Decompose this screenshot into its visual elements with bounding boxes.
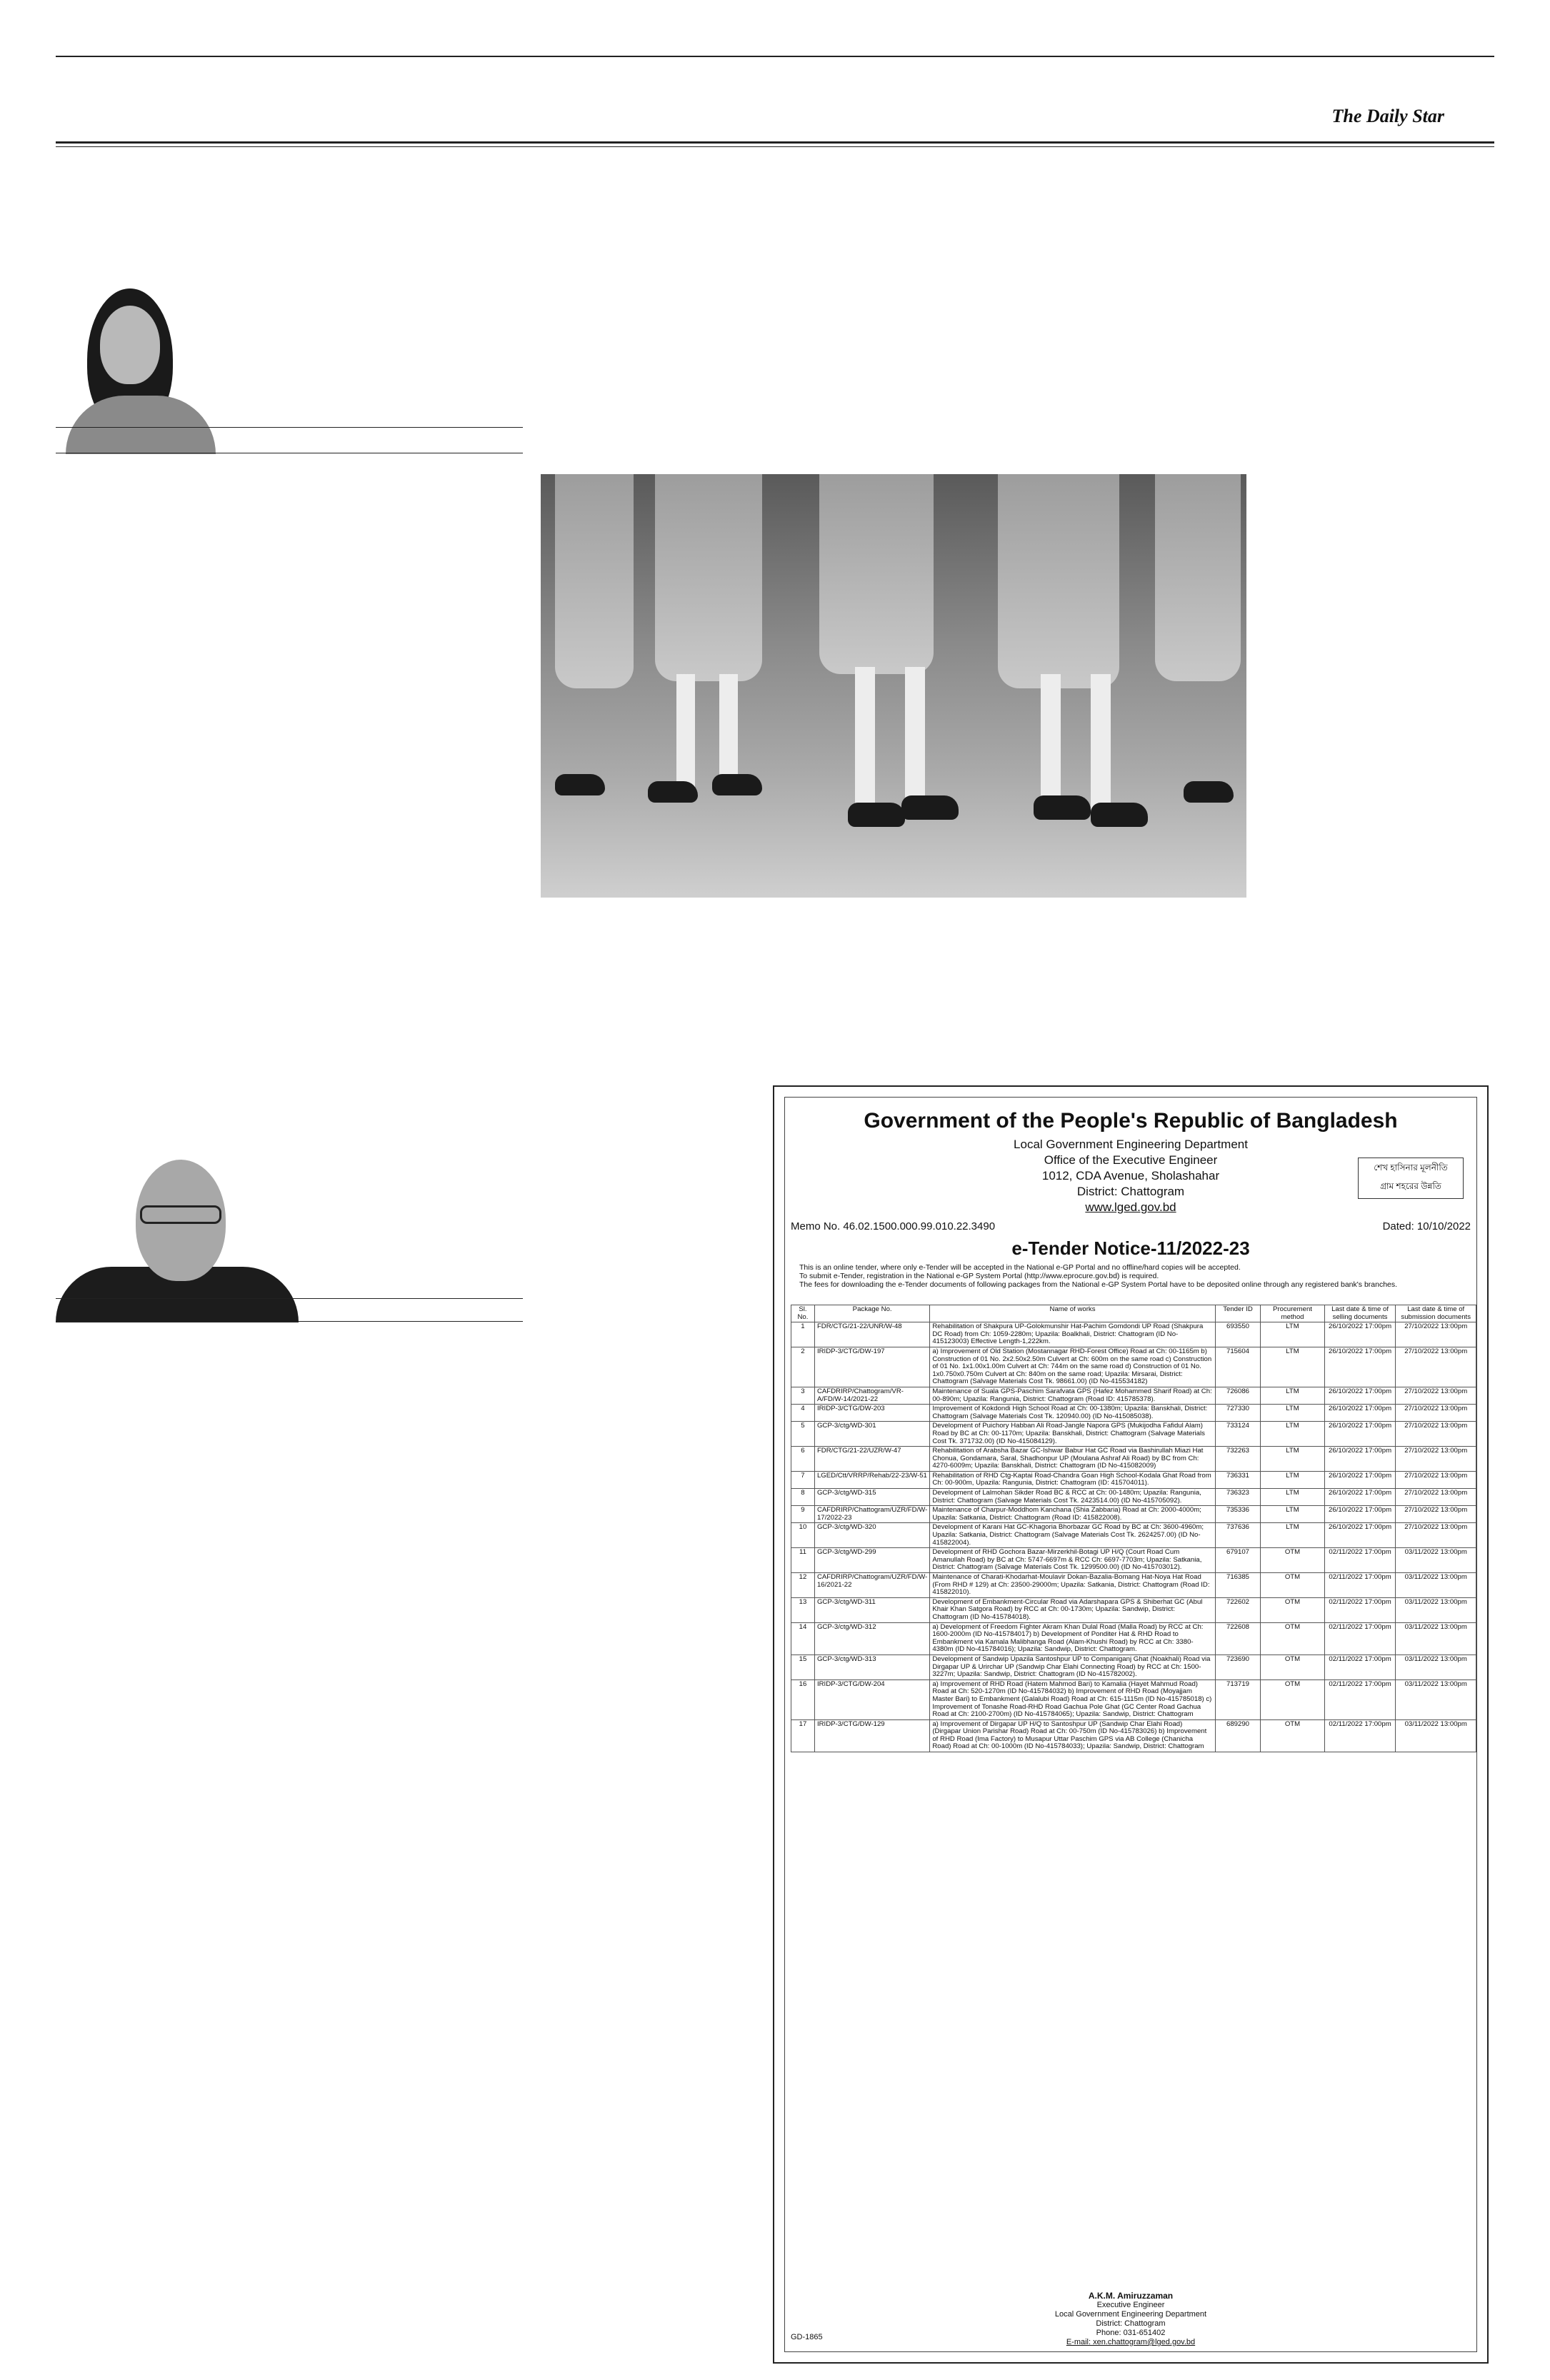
table-cell-sell: 26/10/2022 17:00pm xyxy=(1324,1523,1396,1548)
photo-leg xyxy=(905,667,925,803)
table-cell-pkg: FDR/CTG/21-22/UZR/W-47 xyxy=(814,1447,929,1472)
table-cell-method: OTM xyxy=(1261,1622,1324,1655)
table-cell-method: LTM xyxy=(1261,1387,1324,1404)
table-cell-sl: 17 xyxy=(791,1719,815,1752)
table-cell-works: Rehabilitation of RHD Ctg-Kaptai Road-Chandra Goan High School-Kodala Ghat Road from Ch: 00-900m, Upazila: Rangunia, District: Chattogram (ID: 415704011). xyxy=(930,1471,1215,1488)
table-cell-sell: 02/11/2022 17:00pm xyxy=(1324,1679,1396,1719)
header-rule-2 xyxy=(56,146,1494,147)
table-row xyxy=(791,1679,1476,1719)
table-row xyxy=(791,1719,1476,1752)
table-cell-works: Development of Lalmohan Sikder Road BC & RCC at Ch: 00-1480m; Upazila: Rangunia, District: Chattogram (Salvage Materials Cost Tk. 2423514.00) (ID No-415705092). xyxy=(930,1489,1215,1506)
table-cell-submit: 03/11/2022 13:00pm xyxy=(1396,1573,1476,1598)
table-cell-pkg: GCP-3/ctg/WD-320 xyxy=(814,1523,929,1548)
table-cell-pkg: CAFDRIRP/Chattogram/UZR/FD/W-17/2022-23 xyxy=(814,1506,929,1523)
table-cell-method: OTM xyxy=(1261,1719,1324,1752)
photo-leg xyxy=(1091,674,1111,810)
col-selling: Last date & time of selling documents xyxy=(1324,1305,1396,1322)
table-cell-tid: 715604 xyxy=(1215,1347,1261,1387)
table-cell-method: LTM xyxy=(1261,1471,1324,1488)
table-cell-works: Maintenance of Charati-Khodarhat-Moulavir Dokan-Bazalia-Bomang Hat-Noya Hat Road (From RHD # 129) at Ch: 23500-29000m; Upazila: Satkania, District: Chattogram (Road ID: 415822010). xyxy=(930,1573,1215,1598)
table-cell-tid: 693550 xyxy=(1215,1322,1261,1347)
table-cell-sl: 9 xyxy=(791,1506,815,1523)
table-cell-tid: 736323 xyxy=(1215,1489,1261,1506)
signatory-title: Executive Engineer xyxy=(1096,2301,1165,2309)
table-cell-sell: 26/10/2022 17:00pm xyxy=(1324,1322,1396,1347)
table-cell-submit: 27/10/2022 13:00pm xyxy=(1396,1523,1476,1548)
table-cell-submit: 27/10/2022 13:00pm xyxy=(1396,1322,1476,1347)
table-cell-method: OTM xyxy=(1261,1548,1324,1573)
table-cell-sell: 02/11/2022 17:00pm xyxy=(1324,1655,1396,1679)
table-row xyxy=(791,1387,1476,1404)
table-row xyxy=(791,1347,1476,1387)
table-cell-sl: 5 xyxy=(791,1422,815,1447)
photo-dress-2 xyxy=(655,474,762,681)
table-cell-sl: 8 xyxy=(791,1489,815,1506)
table-cell-tid: 723690 xyxy=(1215,1655,1261,1679)
table-cell-works: Improvement of Kokdondi High School Road at Ch: 00-1380m; Upazila: Banskhali, District: Chattogram (Salvage Materials Cost Tk. 120940.00) (ID No-415085038). xyxy=(930,1405,1215,1422)
memo-number: Memo No. 46.02.1500.000.99.010.22.3490 xyxy=(791,1220,996,1232)
table-cell-tid: 727330 xyxy=(1215,1405,1261,1422)
photo-shoe xyxy=(848,803,905,827)
table-row xyxy=(791,1405,1476,1422)
tender-office: Office of the Executive Engineer xyxy=(1044,1153,1218,1167)
signatory-email[interactable]: E-mail: xen.chattogram@lged.gov.bd xyxy=(1066,2338,1196,2346)
table-cell-pkg: GCP-3/ctg/WD-315 xyxy=(814,1489,929,1506)
table-cell-tid: 736331 xyxy=(1215,1471,1261,1488)
table-cell-pkg: GCP-3/ctg/WD-312 xyxy=(814,1622,929,1655)
table-cell-sl: 11 xyxy=(791,1548,815,1573)
tender-notice xyxy=(773,1085,1489,2364)
table-row xyxy=(791,1471,1476,1488)
table-row xyxy=(791,1322,1476,1347)
table-row xyxy=(791,1573,1476,1598)
table-cell-sl: 6 xyxy=(791,1447,815,1472)
table-cell-sell: 26/10/2022 17:00pm xyxy=(1324,1422,1396,1447)
photo-dress-1 xyxy=(555,474,634,688)
table-cell-tid: 737636 xyxy=(1215,1523,1261,1548)
table-cell-works: a) Development of Freedom Fighter Akram Khan Dulal Road (Malla Road) by RCC at Ch: 1600-2000m (ID No-415784017) b) Development of Ponditer Hat & RHD Road to Embankment via Kamala Malibhanga Road (Alam-Khushi Road) by RCC at Ch: 3380-4380m (ID No-415784016); Upazila: Sandwip, District: Chattogram. xyxy=(930,1622,1215,1655)
photo-dress-3 xyxy=(819,474,934,674)
intro-line-1: This is an online tender, where only e-Tender will be accepted in the National e-GP Portal and no offline/hard copies will be accepted. xyxy=(799,1263,1241,1272)
table-cell-sell: 26/10/2022 17:00pm xyxy=(1324,1405,1396,1422)
table-cell-tid: 732263 xyxy=(1215,1447,1261,1472)
table-cell-works: Development of Karani Hat GC-Khagoria Bhorbazar GC Road by BC at Ch: 3600-4960m; Upazila: Satkania, District: Chattogram (Salvage Materials Cost Tk. 2624257.00) (ID No-415822004). xyxy=(930,1523,1215,1548)
table-cell-sl: 1 xyxy=(791,1322,815,1347)
schoolgirls-photo xyxy=(541,474,1246,898)
table-row xyxy=(791,1597,1476,1622)
table-cell-method: LTM xyxy=(1261,1523,1324,1548)
table-cell-submit: 27/10/2022 13:00pm xyxy=(1396,1347,1476,1387)
table-cell-sl: 15 xyxy=(791,1655,815,1679)
top-rule xyxy=(56,56,1494,57)
table-cell-method: LTM xyxy=(1261,1447,1324,1472)
table-cell-tid: 713719 xyxy=(1215,1679,1261,1719)
table-cell-method: OTM xyxy=(1261,1573,1324,1598)
signatory-phone: Phone: 031-651402 xyxy=(1096,2329,1166,2337)
signatory-district: District: Chattogram xyxy=(1096,2319,1166,2328)
table-cell-tid: 722602 xyxy=(1215,1597,1261,1622)
author-rule-1a xyxy=(56,427,523,428)
tender-gov-title: Government of the People's Republic of Bangladesh xyxy=(864,1109,1398,1133)
table-cell-method: LTM xyxy=(1261,1322,1324,1347)
table-cell-pkg: IRIDP-3/CTG/DW-204 xyxy=(814,1679,929,1719)
photo-dress-5 xyxy=(1155,474,1241,681)
col-sl: Sl. No. xyxy=(791,1305,815,1322)
table-cell-submit: 27/10/2022 13:00pm xyxy=(1396,1471,1476,1488)
table-cell-pkg: CAFDRIRP/Chattogram/UZR/FD/W-16/2021-22 xyxy=(814,1573,929,1598)
tender-dept: Local Government Engineering Department xyxy=(1014,1138,1248,1151)
tender-table xyxy=(791,1305,1476,1752)
table-cell-method: OTM xyxy=(1261,1655,1324,1679)
notice-title: e-Tender Notice-11/2022-23 xyxy=(1011,1237,1250,1259)
table-cell-pkg: IRIDP-3/CTG/DW-129 xyxy=(814,1719,929,1752)
notice-intro xyxy=(799,1263,1471,1289)
table-cell-sl: 16 xyxy=(791,1679,815,1719)
tender-address: 1012, CDA Avenue, Sholashahar xyxy=(1041,1169,1220,1183)
table-cell-pkg: IRIDP-3/CTG/DW-197 xyxy=(814,1347,929,1387)
photo-shoe xyxy=(1091,803,1148,827)
author-portrait-1 xyxy=(59,288,223,454)
table-cell-sell: 02/11/2022 17:00pm xyxy=(1324,1573,1396,1598)
table-cell-works: Development of Embankment-Circular Road via Adarshapara GPS & Shiberhat GC (Abul Khair Khan Satgora Road) by RCC at Ch: 00-1730m; Upazila: Sandwip, District: Chattogram (ID No-415784018). xyxy=(930,1597,1215,1622)
table-cell-submit: 27/10/2022 13:00pm xyxy=(1396,1489,1476,1506)
table-cell-tid: 716385 xyxy=(1215,1573,1261,1598)
photo-shoe xyxy=(1184,781,1234,803)
signatory-dept: Local Government Engineering Department xyxy=(1054,2310,1207,2319)
photo-leg xyxy=(1041,674,1061,803)
table-cell-method: LTM xyxy=(1261,1506,1324,1523)
table-cell-sell: 02/11/2022 17:00pm xyxy=(1324,1548,1396,1573)
table-cell-works: Maintenance of Suala GPS-Paschim Sarafvata GPS (Hafez Mohammed Sharif Road) at Ch: 00-890m; Upazila: Rangunia, District: Chattogram (Road ID: 415785378). xyxy=(930,1387,1215,1404)
table-cell-method: LTM xyxy=(1261,1422,1324,1447)
photo-shoe xyxy=(555,774,605,795)
photo-shoe xyxy=(1034,795,1091,820)
table-cell-sell: 26/10/2022 17:00pm xyxy=(1324,1387,1396,1404)
table-cell-tid: 733124 xyxy=(1215,1422,1261,1447)
table-cell-sell: 26/10/2022 17:00pm xyxy=(1324,1447,1396,1472)
table-cell-submit: 27/10/2022 13:00pm xyxy=(1396,1422,1476,1447)
table-cell-sl: 2 xyxy=(791,1347,815,1387)
author-face xyxy=(100,306,160,384)
col-works: Name of works xyxy=(930,1305,1215,1322)
table-cell-submit: 03/11/2022 13:00pm xyxy=(1396,1719,1476,1752)
table-cell-sl: 13 xyxy=(791,1597,815,1622)
photo-leg xyxy=(676,674,695,788)
table-row xyxy=(791,1655,1476,1679)
table-cell-submit: 03/11/2022 13:00pm xyxy=(1396,1548,1476,1573)
table-cell-sell: 02/11/2022 17:00pm xyxy=(1324,1597,1396,1622)
table-cell-works: Rehabilitation of Shakpura UP-Golokmunshir Hat-Pachim Gomdondi UP Road (Shakpura DC Road) from Ch: 1059-2280m; Upazila: Boalkhali, District: Chattogram (ID No-415123003) Effective Length-1,222km. xyxy=(930,1322,1215,1347)
table-cell-method: LTM xyxy=(1261,1405,1324,1422)
slogan-line-1: শেখ হাসিনার মূলনীতি xyxy=(1374,1163,1448,1173)
table-cell-sell: 26/10/2022 17:00pm xyxy=(1324,1347,1396,1387)
table-cell-pkg: FDR/CTG/21-22/UNR/W-48 xyxy=(814,1322,929,1347)
slogan-line-2: গ্রাম শহরের উন্নতি xyxy=(1380,1181,1441,1191)
author-rule-2a xyxy=(56,1298,523,1299)
col-submission: Last date & time of submission documents xyxy=(1396,1305,1476,1322)
table-cell-pkg: GCP-3/ctg/WD-313 xyxy=(814,1655,929,1679)
intro-line-2: To submit e-Tender, registration in the National e-GP System Portal (http://www.eprocure.gov.bd) is required. xyxy=(799,1272,1159,1280)
photo-dress-4 xyxy=(998,474,1119,688)
table-cell-works: Development of Puichory Habban Ali Road-Jangle Napora GPS (Mukijodha Fafidul Alam) Road by BC at Ch: 00-1170m; Upazila: Banskhali, District: Chattogram (Salvage Materials Cost Tk. 371732.00) (ID No-415084129). xyxy=(930,1422,1215,1447)
photo-shoe xyxy=(712,774,762,795)
table-cell-tid: 722608 xyxy=(1215,1622,1261,1655)
table-cell-pkg: IRIDP-3/CTG/DW-203 xyxy=(814,1405,929,1422)
table-cell-works: Maintenance of Charpur-Moddhom Kanchana (Shia Zabbaria) Road at Ch: 2000-4000m; Upazila: Satkania, District: Chattogram (Road ID: 415822008). xyxy=(930,1506,1215,1523)
table-cell-pkg: GCP-3/ctg/WD-311 xyxy=(814,1597,929,1622)
tender-inner-border xyxy=(784,1097,1477,2352)
table-cell-pkg: CAFDRIRP/Chattogram/VR-A/FD/W-14/2021-22 xyxy=(814,1387,929,1404)
col-tender-id: Tender ID xyxy=(1215,1305,1261,1322)
tender-website-link[interactable]: www.lged.gov.bd xyxy=(1085,1200,1176,1214)
table-cell-submit: 27/10/2022 13:00pm xyxy=(1396,1387,1476,1404)
table-cell-submit: 27/10/2022 13:00pm xyxy=(1396,1506,1476,1523)
table-cell-method: OTM xyxy=(1261,1679,1324,1719)
table-cell-submit: 27/10/2022 13:00pm xyxy=(1396,1405,1476,1422)
table-cell-sl: 4 xyxy=(791,1405,815,1422)
table-cell-submit: 03/11/2022 13:00pm xyxy=(1396,1679,1476,1719)
table-row xyxy=(791,1422,1476,1447)
tender-district: District: Chattogram xyxy=(1076,1185,1185,1198)
slogan-box xyxy=(1358,1158,1464,1199)
table-row xyxy=(791,1489,1476,1506)
signatory-name: A.K.M. Amiruzzaman xyxy=(1088,2291,1174,2301)
table-cell-pkg: GCP-3/ctg/WD-299 xyxy=(814,1548,929,1573)
author-rule-2b xyxy=(56,1321,523,1322)
table-cell-works: Development of Sandwip Upazila Santoshpur UP to Companiganj Ghat (Noakhali) Road via Dirgapar UP & Urirchar UP (Sandwip Char Elahi Connecting Road) by RCC at Ch: 1500-3227m; Upazila: Sandwip, District: Chattogram (ID No-415782002). xyxy=(930,1655,1215,1679)
table-cell-sell: 02/11/2022 17:00pm xyxy=(1324,1622,1396,1655)
table-cell-sl: 14 xyxy=(791,1622,815,1655)
table-cell-pkg: GCP-3/ctg/WD-301 xyxy=(814,1422,929,1447)
table-cell-submit: 27/10/2022 13:00pm xyxy=(1396,1447,1476,1472)
notice-date: Dated: 10/10/2022 xyxy=(1382,1220,1471,1232)
masthead-logo: The Daily Star xyxy=(1331,106,1444,126)
table-cell-sl: 10 xyxy=(791,1523,815,1548)
photo-leg xyxy=(855,667,875,810)
table-cell-works: a) Improvement of Old Station (Mostannagar RHD-Forest Office) Road at Ch: 00-1165m b) Construction of 01 No. 2x2.50x2.50m Culvert at Ch: 600m on the same road c) Construction of 01 No. 1x1.00x1.00m Culvert at Ch: 744m on the same road d) Construction of 01 No. 1x0.750x0.750m Culvert at Ch: 840m on the same road; Upazila: Mirsarai, District: Chattogram (Salvage Materials Cost Tk. 98661.00) (ID No-415534182) xyxy=(930,1347,1215,1387)
table-row xyxy=(791,1622,1476,1655)
table-cell-submit: 03/11/2022 13:00pm xyxy=(1396,1597,1476,1622)
gd-number: GD-1865 xyxy=(791,2333,823,2341)
table-header-row xyxy=(791,1305,1476,1322)
table-cell-sell: 26/10/2022 17:00pm xyxy=(1324,1489,1396,1506)
table-cell-works: Rehabilitation of Arabsha Bazar GC-Ishwar Babur Hat GC Road via Bashirullah Miazi Hat Chonua, Gondamara, Saral, Shadhonpur UP (Moulana Ashraf Ali Road) by BC from Ch: 4270-6009m; Upazila: Banskhali, District: Chattogram (ID No-415082009) xyxy=(930,1447,1215,1472)
photo-shoe xyxy=(901,795,959,820)
author-2-glasses xyxy=(140,1205,221,1224)
col-method: Procurement method xyxy=(1261,1305,1324,1322)
table-cell-tid: 679107 xyxy=(1215,1548,1261,1573)
header-rule-1 xyxy=(56,141,1494,144)
photo-shoe xyxy=(648,781,698,803)
table-row xyxy=(791,1447,1476,1472)
table-cell-sl: 7 xyxy=(791,1471,815,1488)
signature-block xyxy=(785,2291,1476,2347)
table-cell-tid: 735336 xyxy=(1215,1506,1261,1523)
table-cell-submit: 03/11/2022 13:00pm xyxy=(1396,1655,1476,1679)
table-cell-works: a) Improvement of RHD Road (Hatem Mahmod Bari) to Kamalia (Hayet Mahmud Road) Road at Ch: 520-1270m (ID No-415784032) b) Improvement of RHD Road (Moyajjam Master Bari) to Embankment (Galalubi Road) Road at Ch: 615-1115m (ID No-415785018) c) Improvement of Tonashe Road-RHD Road Gachua Pole Ghat (GC Center Road Gachua Road at Ch: 2100-2700m) (ID No-415784065); Upazila: Sandwip, District: Chattogram xyxy=(930,1679,1215,1719)
table-cell-sl: 3 xyxy=(791,1387,815,1404)
table-row xyxy=(791,1523,1476,1548)
table-cell-method: LTM xyxy=(1261,1489,1324,1506)
table-cell-sl: 12 xyxy=(791,1573,815,1598)
table-cell-tid: 689290 xyxy=(1215,1719,1261,1752)
intro-line-3: The fees for downloading the e-Tender documents of following packages from the National e-GP System Portal have to be deposited online through any registered bank's branches. xyxy=(799,1280,1398,1289)
col-package: Package No. xyxy=(814,1305,929,1322)
table-row xyxy=(791,1548,1476,1573)
table-row xyxy=(791,1506,1476,1523)
table-cell-sell: 02/11/2022 17:00pm xyxy=(1324,1719,1396,1752)
table-cell-submit: 03/11/2022 13:00pm xyxy=(1396,1622,1476,1655)
table-cell-method: LTM xyxy=(1261,1347,1324,1387)
table-cell-tid: 726086 xyxy=(1215,1387,1261,1404)
photo-leg xyxy=(719,674,738,781)
table-cell-works: Development of RHD Gochora Bazar-Mirzerkhil-Botagi UP H/Q (Court Road Cum Amanullah Road) by BC at Ch: 5747-6697m & RCC Ch: 6697-7703m; Upazila: Satkania, District: Chattogram (Salvage Materials Cost Tk. 1299500.00) (ID No-415703012). xyxy=(930,1548,1215,1573)
table-cell-method: OTM xyxy=(1261,1597,1324,1622)
table-cell-sell: 26/10/2022 17:00pm xyxy=(1324,1506,1396,1523)
table-cell-sell: 26/10/2022 17:00pm xyxy=(1324,1471,1396,1488)
author-shoulders xyxy=(66,396,216,454)
table-cell-pkg: LGED/Ctt/VRRP/Rehab/22-23/W-51 xyxy=(814,1471,929,1488)
table-cell-works: a) Improvement of Dirgapar UP H/Q to Santoshpur UP (Sandwip Char Elahi Road) (Dirgapar Union Parishar Road) Road at Ch: 00-750m (ID No-415783026) b) Improvement of RHD Road (Ima Factory) to Musapur Uttar Paschim GPS via AB College (Chanicha Road) Road at Ch: 00-1000m (ID No-415784033); Upazila: Sandwip, District: Chattogram xyxy=(930,1719,1215,1752)
